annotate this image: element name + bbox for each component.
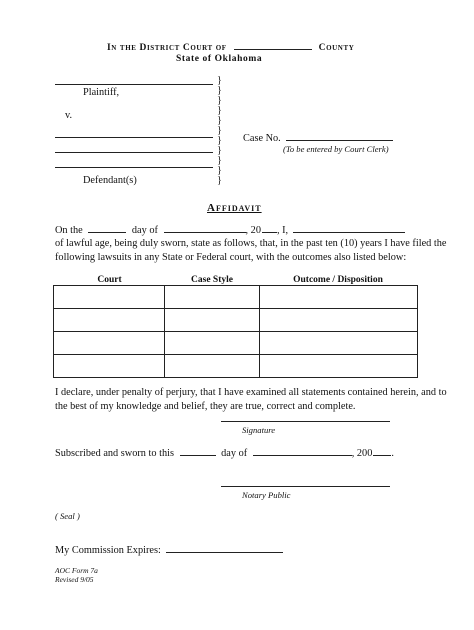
- table-cell[interactable]: [164, 355, 260, 378]
- defendant-label: Defendant(s): [83, 175, 137, 186]
- table-cell[interactable]: [54, 286, 165, 309]
- table-cell[interactable]: [260, 332, 418, 355]
- i-label: , I,: [276, 225, 289, 236]
- defendant-line-1[interactable]: [55, 137, 213, 138]
- commission-blank[interactable]: [166, 543, 283, 553]
- subscribed-month-blank[interactable]: [253, 446, 352, 456]
- defendant-line-2[interactable]: [55, 152, 213, 153]
- court-header-line: [107, 40, 354, 53]
- notary-line[interactable]: [221, 486, 390, 487]
- signature-line[interactable]: [221, 421, 390, 422]
- col-header-case-style: Case Style: [191, 275, 233, 285]
- caption-brace: } } } } } } } } } } }: [217, 75, 222, 186]
- defendant-line-3[interactable]: [55, 167, 213, 168]
- case-no-blank[interactable]: [286, 131, 393, 141]
- table-cell[interactable]: [54, 355, 165, 378]
- body-line-2: of lawful age, being duly sworn, state as follows, that, in the past ten (10) years I have filed the: [55, 238, 447, 249]
- subscribed-line: Subscribed and sworn to this day of , 200 .: [55, 448, 394, 459]
- state-line: State of Oklahoma: [176, 54, 263, 64]
- plaintiff-label: Plaintiff,: [83, 87, 120, 98]
- affidavit-title: Affidavit: [207, 202, 262, 214]
- court-header-suffix: County: [318, 43, 355, 53]
- table-cell[interactable]: [54, 332, 165, 355]
- table-cell[interactable]: [164, 332, 260, 355]
- table-cell[interactable]: [260, 286, 418, 309]
- versus-label: v.: [65, 110, 73, 121]
- subscribed-prefix: Subscribed and sworn to this: [55, 448, 174, 459]
- seal-label: ( Seal ): [55, 511, 80, 521]
- table-row: [54, 309, 418, 332]
- signature-label: Signature: [242, 425, 276, 435]
- col-header-outcome: Outcome / Disposition: [293, 275, 383, 285]
- declaration-line-2: the best of my knowledge and belief, they are true, correct and complete.: [55, 401, 356, 412]
- year-blank[interactable]: [262, 223, 277, 233]
- subscribed-day-of: day of: [221, 448, 248, 459]
- month-blank[interactable]: [164, 223, 246, 233]
- commission-label: My Commission Expires:: [55, 545, 161, 556]
- case-no-label: Case No.: [243, 133, 281, 144]
- form-number: AOC Form 7a: [55, 566, 98, 575]
- revised-date: Revised 9/05: [55, 575, 94, 584]
- court-header-prefix: In the District Court of: [107, 43, 227, 53]
- table-row: [54, 332, 418, 355]
- county-blank[interactable]: [234, 40, 312, 50]
- table-row: [54, 355, 418, 378]
- table-cell[interactable]: [164, 286, 260, 309]
- notary-label: Notary Public: [242, 490, 291, 500]
- year-label: , 20: [245, 225, 261, 236]
- case-no-note: (To be entered by Court Clerk): [283, 144, 389, 154]
- plaintiff-line[interactable]: [55, 84, 213, 85]
- subscribed-day-blank[interactable]: [180, 446, 216, 456]
- table-row: [54, 286, 418, 309]
- subscribed-year-blank[interactable]: [373, 446, 391, 456]
- day-blank[interactable]: [88, 223, 126, 233]
- commission-line: [55, 543, 283, 556]
- table-cell[interactable]: [54, 309, 165, 332]
- subscribed-year: , 200: [351, 448, 373, 459]
- table-cell[interactable]: [260, 309, 418, 332]
- lawsuits-table: [53, 285, 418, 378]
- day-of-label: day of: [131, 225, 158, 236]
- table-cell[interactable]: [260, 355, 418, 378]
- on-the-label: On the: [55, 225, 83, 236]
- name-blank[interactable]: [293, 223, 405, 233]
- body-line-1: [55, 223, 405, 236]
- body-line-3: following lawsuits in any State or Federal court, with the outcomes also listed below:: [55, 252, 407, 263]
- col-header-court: Court: [97, 275, 122, 285]
- case-no-line: [243, 131, 393, 144]
- table-cell[interactable]: [164, 309, 260, 332]
- declaration-line-1: I declare, under penalty of perjury, that I have examined all statements contained herein, and to: [55, 387, 447, 398]
